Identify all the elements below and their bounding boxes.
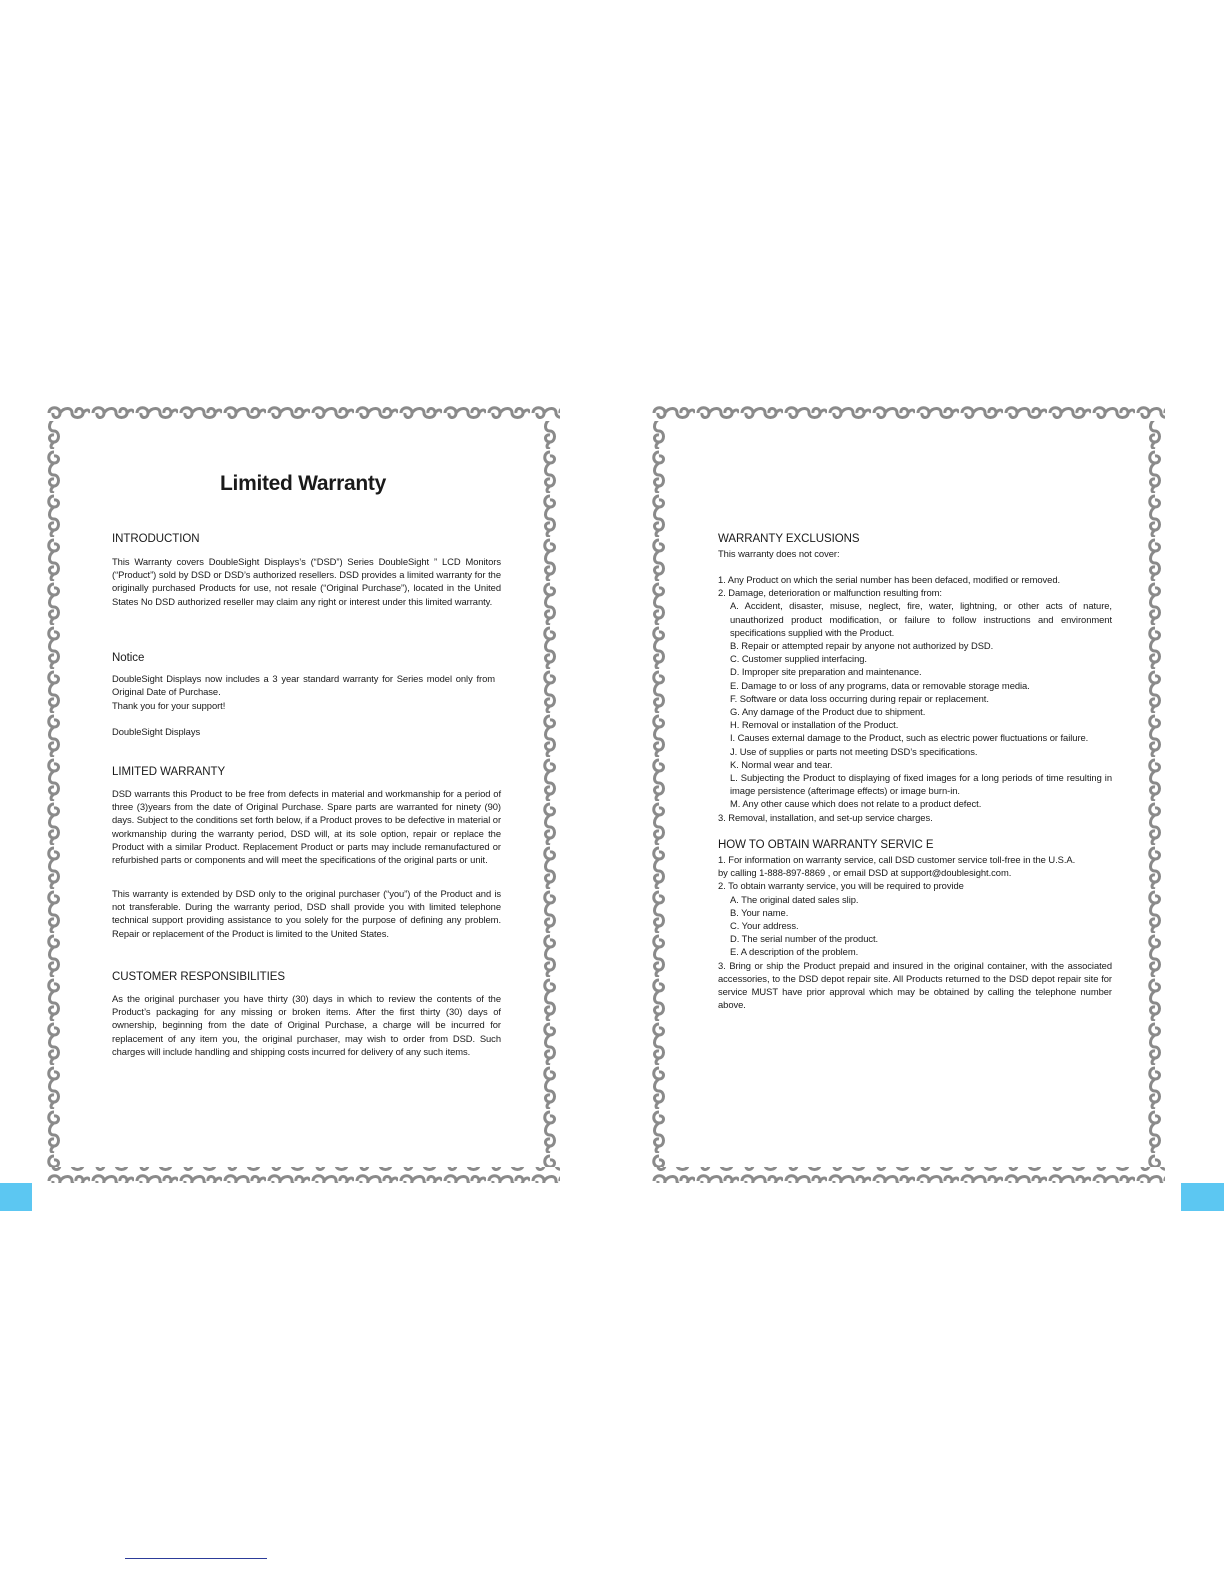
exclusion-item-2f: F. Software or data loss occurring during repair or replacement. — [730, 692, 989, 704]
exclusion-item-2: 2. Damage, deterioration or malfunction resulting from: — [718, 587, 942, 599]
limited-warranty-body-2: This warranty is extended by DSD only to the original purchaser (“you”) of the Product and is not transferable. During the warranty period, DSD shall provide you with limited telephone technical support providing assistance to you solely for the purpose of defining any problem. Repair or replacement of the Product is limited to the United States. — [112, 888, 501, 939]
notice-signature: DoubleSight Displays — [112, 726, 201, 737]
obtain-item-3: 3. Bring or ship the Product prepaid and insured in the original container, with the associated accessories, to the DSD depot repair site. All Products returned to the DSD depot repair site for service MUST have prior approval which may be obtained by calling the telephone number above. — [718, 959, 1112, 1011]
notice-heading: Notice — [112, 652, 145, 664]
introduction-heading: INTRODUCTION — [112, 533, 200, 545]
exclusion-item-2m: M. Any other cause which does not relate to a product defect. — [730, 798, 982, 810]
obtain-item-2c: C. Your address. — [730, 920, 799, 932]
exclusions-lead-list — [718, 547, 1112, 560]
limited-warranty-heading: LIMITED WARRANTY — [112, 766, 226, 778]
exclusion-item-2i: I. Causes external damage to the Product, such as electric power fluctuations or failure. — [730, 732, 1089, 744]
obtain-item-1b: by calling 1-888-897-8869 , or email DSD at support@doublesight.com. — [718, 867, 1012, 879]
exclusion-item-2l: L. Subjecting the Product to displaying of fixed images for a long periods of time resulting in image persistence (afterimage effects) or image burn-in. — [730, 772, 1112, 797]
exclusions-lead: This warranty does not cover: — [718, 548, 840, 559]
right-page — [651, 405, 1165, 1187]
obtain-item-2b: B. Your name. — [730, 906, 789, 918]
right-page-tab — [1181, 1183, 1224, 1211]
notice-thanks: Thank you for your support! — [112, 700, 226, 711]
left-page — [46, 405, 560, 1187]
customer-responsibilities-body: As the original purchaser you have thirty (30) days in which to review the contents of the Product’s packaging for any missing or broken items. After the first thirty (30) days of ownership, beginning from the date of Original Purchase, a charge will be incurred for replacement of any item you, the original purchaser, may wish to order from DSD. Such charges will include handling and shipping costs incurred for delivery of any such items. — [112, 993, 501, 1057]
introduction-body: This Warranty covers DoubleSight Displays’s (“DSD”) Series DoubleSight ” LCD Monitors (“Product”) sold by DSD or DSD’s authorized resellers. DSD provides a limited warranty for the originally purchased Products for use, not resale (“Original Purchase”), located in the United States No DSD authorized reseller may claim any right or interest under this limited warranty. — [112, 556, 501, 607]
exclusion-item-2j: J. Use of supplies or parts not meeting DSD’s specifications. — [730, 745, 978, 757]
exclusion-item-1: 1. Any Product on which the serial number has been defaced, modified or removed. — [718, 574, 1061, 585]
exclusion-item-2a: A. Accident, disaster, misuse, neglect, fire, water, lightning, or other acts of nature, unauthorized product modification, or failure to follow instructions and environment specifications supplied with the Product. — [730, 600, 1112, 638]
right-page-content — [651, 405, 1165, 1187]
exclusions-list — [718, 573, 1112, 824]
page-title: Limited Warranty — [220, 472, 386, 495]
limited-warranty-body-1: DSD warrants this Product to be free from defects in material and workmanship for a period of three (3)years from the date of Original Purchase. Spare parts are warranted for ninety (90) days. Subject to the conditions set forth below, if a Product proves to be defective in material or workmanship during the warranty period, DSD will, at its sole option, repair or replace the Product with a similar Product. Replacement Product or parts may include remanufactured or refurbished parts or components and will meet the specifications of the original parts or unit. — [112, 788, 502, 866]
obtain-item-1a: 1. For information on warranty service, call DSD customer service toll-free in the U.S.A. — [718, 854, 1076, 865]
exclusion-item-2g: G. Any damage of the Product due to shipment. — [730, 706, 926, 718]
obtain-item-2: 2. To obtain warranty service, you will be required to provide — [718, 880, 964, 892]
exclusion-item-2d: D. Improper site preparation and maintenance. — [730, 666, 922, 678]
obtain-item-2e: E. A description of the problem. — [730, 946, 859, 958]
exclusion-item-2c: C. Customer supplied interfacing. — [730, 653, 867, 665]
footer-rule — [125, 1558, 267, 1559]
exclusion-item-2e: E. Damage to or loss of any programs, data or removable storage media. — [730, 679, 1030, 691]
notice-body: DoubleSight Displays now includes a 3 year standard warranty for Series model only from Original Date of Purchase. — [112, 673, 495, 698]
obtain-item-2d: D. The serial number of the product. — [730, 933, 879, 945]
customer-responsibilities-heading: CUSTOMER RESPONSIBILITIES — [112, 971, 285, 983]
exclusion-item-2h: H. Removal or installation of the Product. — [730, 719, 899, 731]
left-page-tab — [0, 1183, 32, 1211]
obtain-service-list — [718, 853, 1112, 1011]
exclusion-item-3: 3. Removal, installation, and set-up service charges. — [718, 811, 933, 823]
left-page-content — [46, 405, 560, 1187]
exclusion-item-2b: B. Repair or attempted repair by anyone not authorized by DSD. — [730, 640, 994, 652]
warranty-exclusions-heading: WARRANTY EXCLUSIONS — [718, 533, 860, 545]
exclusion-item-2k: K. Normal wear and tear. — [730, 758, 833, 770]
obtain-service-heading: HOW TO OBTAIN WARRANTY SERVIC E — [718, 839, 934, 851]
obtain-item-2a: A. The original dated sales slip. — [730, 893, 859, 905]
